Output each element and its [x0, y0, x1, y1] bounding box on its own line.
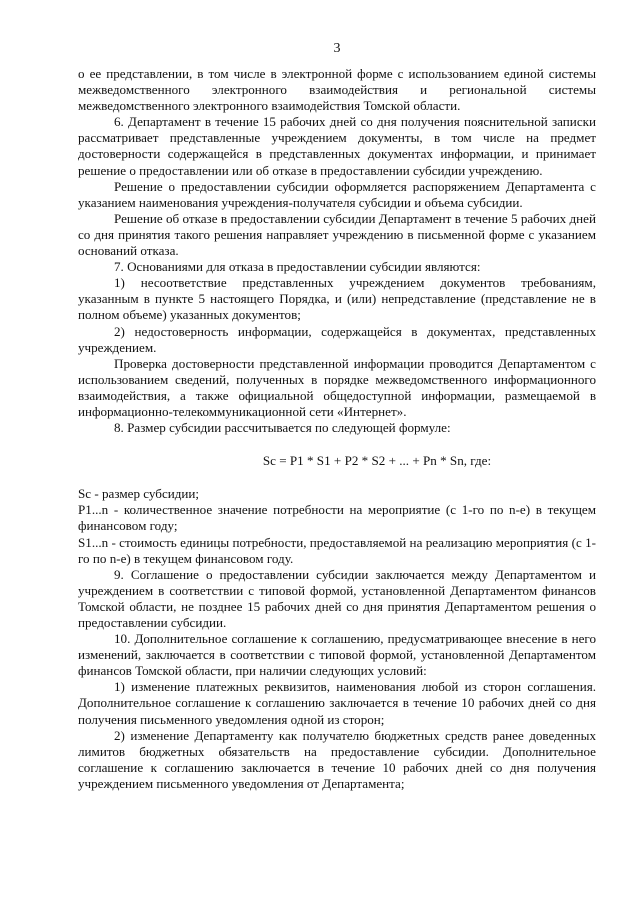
paragraph: о ее представлении, в том числе в электронной форме с использованием единой системы межведомственного электронного взаимодействия и региональной системы межведомственного электронного взаимодействия Томской области. [78, 66, 596, 114]
formula-legend-item: Sc - размер субсидии; [78, 486, 200, 502]
paragraph: 10. Дополнительное соглашение к соглашению, предусматривающее внесение в него изменений, заключается в соответствии с типовой формой, установленной Департаментом финансов Томской области, при наличии следующих условий: [78, 631, 596, 679]
subsidy-formula: Sc = P1 * S1 + P2 * S2 + ... + Pn * Sn, где: [262, 453, 492, 469]
document-body [78, 66, 596, 792]
paragraph: 7. Основаниями для отказа в предоставлении субсидии являются: [114, 259, 481, 275]
formula-legend-item: S1...n - стоимость единицы потребности, предоставляемой на реализацию мероприятия (с 1-го по n-е) в текущем финансовом году. [78, 534, 596, 566]
paragraph: 6. Департамент в течение 15 рабочих дней со дня получения пояснительной записки рассматривает представленные учреждением документы, в том числе на предмет достоверности содержащейся в представленных документах информации, и принимает решение о предоставлении или об отказе в предоставлении субсидии учреждению. [78, 114, 596, 178]
paragraph: 1) изменение платежных реквизитов, наименования любой из сторон соглашения. Дополнительное соглашение к соглашению заключается в течение 10 рабочих дней со дня получения письменного уведомления одной из сторон; [78, 679, 596, 727]
paragraph: Проверка достоверности представленной информации проводится Департаментом с использованием сведений, полученных в порядке межведомственного информационного взаимодействия, а также официальной общедоступной информации, размещаемой в информационно-телекоммуникационной сети «Интернет». [78, 355, 596, 419]
page-number: 3 [333, 41, 341, 56]
paragraph: 2) недостоверность информации, содержащейся в документах, представленных учреждением. [78, 323, 596, 355]
paragraph: 8. Размер субсидии рассчитывается по следующей формуле: [114, 420, 451, 436]
paragraph: 1) несоответствие представленных учреждением документов требованиям, указанным в пункте 5 настоящего Порядка, и (или) непредставление (представление не в полном объеме) указанных документов; [78, 275, 596, 323]
paragraph: Решение о предоставлении субсидии оформляется распоряжением Департамента с указанием наименования учреждения-получателя субсидии и объема субсидии. [78, 178, 596, 210]
paragraph: 2) изменение Департаменту как получателю бюджетных средств ранее доведенных лимитов бюджетных обязательств на предоставление субсидии. Дополнительное соглашение к соглашению заключается в течение 10 рабочих дней со дня получения учреждением письменного уведомления от Департамента; [78, 727, 596, 791]
formula-legend-item: P1...n - количественное значение потребности на мероприятие (с 1-го по n-е) в текущем финансовом году; [78, 502, 596, 534]
paragraph: Решение об отказе в предоставлении субсидии Департамент в течение 5 рабочих дней со дня принятия такого решения направляет учреждению в письменной форме с указанием оснований отказа. [78, 210, 596, 259]
paragraph: 9. Соглашение о предоставлении субсидии заключается между Департаментом и учреждением в соответствии с типовой формой, установленной Департаментом финансов Томской области, не позднее 15 рабочих дней со дня принятия Департаментом решения о предоставлении субсидии. [78, 566, 596, 630]
